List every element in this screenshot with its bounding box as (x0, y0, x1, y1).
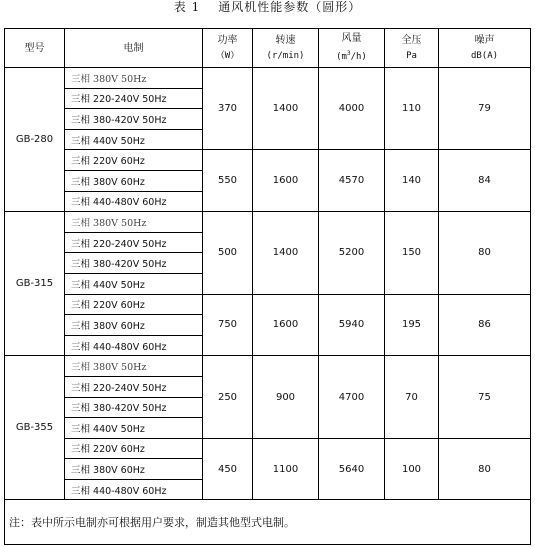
voltage-cell: 三相 380V 50Hz (65, 212, 203, 233)
table-row (5, 150, 531, 171)
table-title: 通风机性能参数（圆形） (218, 0, 362, 14)
speed-cell: 1600 (253, 294, 319, 356)
header-power: 功率 （W） (203, 29, 253, 68)
table-note: 注：表中所示电制亦可根据用户要求，制造其他型式电制。 (5, 500, 531, 545)
speed-cell: 1400 (253, 68, 319, 150)
voltage-cell: 三相 440V 50Hz (65, 129, 203, 150)
speed-cell: 1400 (253, 212, 319, 294)
pressure-cell: 100 (385, 438, 439, 500)
model-cell: GB-355 (5, 356, 65, 500)
voltage-cell: 三相 380-420V 50Hz (65, 397, 203, 418)
note-row (5, 500, 531, 545)
voltage-cell: 三相 440-480V 60Hz (65, 335, 203, 356)
model-cell: GB-315 (5, 212, 65, 356)
noise-cell: 75 (439, 356, 531, 438)
header-airflow: 风量 $(m^3/h)$ (319, 29, 385, 68)
voltage-cell: 三相 220V 60Hz (65, 150, 203, 171)
model-cell: GB-280 (5, 68, 65, 212)
header-noise-unit: dB(A) (470, 50, 499, 61)
table-row (5, 212, 531, 233)
pressure-cell: 195 (385, 294, 439, 356)
header-pressure: 全压 Pa (385, 29, 439, 68)
airflow-cell: 5940 (319, 294, 385, 356)
table-row (5, 68, 531, 89)
voltage-cell: 三相 220-240V 50Hz (65, 376, 203, 397)
speed-cell: 1100 (253, 438, 319, 500)
airflow-cell: 5640 (319, 438, 385, 500)
table-row (5, 438, 531, 459)
header-noise: 噪声 dB(A) (439, 29, 531, 68)
power-cell: 750 (203, 294, 253, 356)
speed-cell: 1600 (253, 150, 319, 212)
header-power-unit: （W） (215, 50, 240, 61)
voltage-cell: 三相 380V 60Hz (65, 170, 203, 191)
pressure-cell: 150 (385, 212, 439, 294)
header-airflow-unit: $(m^3/h)$ (336, 50, 367, 62)
header-power-supply: 电制 (65, 29, 203, 68)
voltage-cell: 三相 380V 60Hz (65, 315, 203, 336)
voltage-cell: 三相 380V 60Hz (65, 459, 203, 480)
table-caption (0, 0, 535, 22)
header-speed-unit: (r/min) (266, 50, 305, 61)
airflow-cell: 4700 (319, 356, 385, 438)
table-row (5, 294, 531, 315)
voltage-cell: 三相 380-420V 50Hz (65, 253, 203, 274)
pressure-cell: 110 (385, 68, 439, 150)
power-cell: 500 (203, 212, 253, 294)
power-cell: 250 (203, 356, 253, 438)
voltage-cell: 三相 440-480V 60Hz (65, 191, 203, 212)
noise-cell: 86 (439, 294, 531, 356)
airflow-cell: 4570 (319, 150, 385, 212)
voltage-cell: 三相 440V 50Hz (65, 418, 203, 439)
power-cell: 550 (203, 150, 253, 212)
noise-cell: 84 (439, 150, 531, 212)
voltage-cell: 三相 220V 60Hz (65, 438, 203, 459)
header-pressure-unit: Pa (406, 50, 417, 61)
pressure-cell: 140 (385, 150, 439, 212)
table-row (5, 356, 531, 377)
noise-cell: 80 (439, 438, 531, 500)
voltage-cell: 三相 380-420V 50Hz (65, 109, 203, 130)
voltage-cell: 三相 380V 50Hz (65, 68, 203, 89)
table-number: 表 1 (173, 0, 201, 14)
header-speed: 转速 (r/min) (253, 29, 319, 68)
voltage-cell: 三相 380V 50Hz (65, 356, 203, 377)
voltage-cell: 三相 220-240V 50Hz (65, 232, 203, 253)
voltage-cell: 三相 220-240V 50Hz (65, 88, 203, 109)
noise-cell: 80 (439, 212, 531, 294)
fan-spec-table (4, 28, 531, 545)
voltage-cell: 三相 220V 60Hz (65, 294, 203, 315)
airflow-cell: 5200 (319, 212, 385, 294)
voltage-cell: 三相 440-480V 60Hz (65, 479, 203, 500)
speed-cell: 900 (253, 356, 319, 438)
noise-cell: 79 (439, 68, 531, 150)
power-cell: 450 (203, 438, 253, 500)
header-row (5, 29, 531, 68)
header-model: 型号 (5, 29, 65, 68)
voltage-cell: 三相 440V 50Hz (65, 273, 203, 294)
airflow-cell: 4000 (319, 68, 385, 150)
pressure-cell: 70 (385, 356, 439, 438)
power-cell: 370 (203, 68, 253, 150)
